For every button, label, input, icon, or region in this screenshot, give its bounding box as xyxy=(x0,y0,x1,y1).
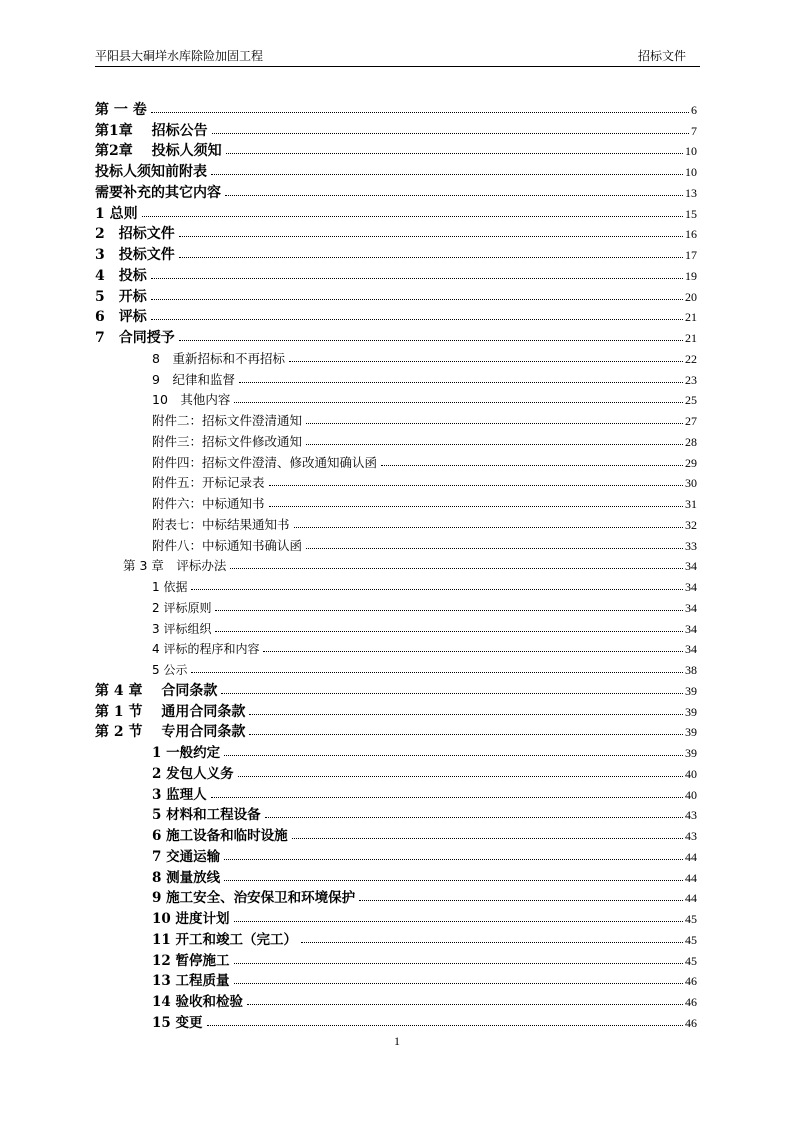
toc-entry[interactable] xyxy=(95,201,697,222)
dot-leader xyxy=(249,734,683,735)
toc-entry-title: 1 总则 xyxy=(95,205,138,222)
toc-entry-page: 45 xyxy=(685,953,697,968)
toc-entry-page: 34 xyxy=(685,642,697,657)
toc-entry[interactable] xyxy=(95,823,697,844)
dot-leader xyxy=(224,859,683,860)
dot-leader xyxy=(247,1004,683,1005)
toc-entry-page: 34 xyxy=(685,559,697,574)
toc-entry-page: 45 xyxy=(685,912,697,926)
toc-entry-page: 27 xyxy=(685,414,697,428)
dot-leader xyxy=(151,112,689,113)
toc-entry[interactable] xyxy=(95,886,697,907)
toc-entry[interactable] xyxy=(95,637,697,658)
header-project-title: 平阳县大硐垟水库除险加固工程 xyxy=(95,49,264,63)
toc-entry-page: 13 xyxy=(685,185,697,200)
toc-entry-title: 11 开工和竣工（完工） xyxy=(95,932,299,948)
toc-entry-page: 34 xyxy=(685,621,697,636)
toc-entry[interactable] xyxy=(95,180,697,201)
toc-entry[interactable] xyxy=(95,678,697,699)
toc-entry[interactable] xyxy=(95,242,697,263)
dot-leader xyxy=(381,465,683,466)
toc-entry-title: 3 评标组织 xyxy=(95,621,213,637)
toc-entry[interactable] xyxy=(95,595,697,616)
toc-entry-title: 3 监理人 xyxy=(95,787,209,803)
toc-entry[interactable] xyxy=(95,305,697,326)
dot-leader xyxy=(239,382,683,383)
toc-entry-page: 46 xyxy=(685,995,697,1009)
toc-entry-page: 39 xyxy=(685,683,697,698)
dot-leader xyxy=(151,319,683,320)
toc-entry-page: 46 xyxy=(685,1015,697,1030)
toc-entry-page: 19 xyxy=(685,268,697,283)
toc-entry[interactable] xyxy=(95,969,697,990)
dot-leader xyxy=(179,340,683,341)
toc-entry-title: 8 测量放线 xyxy=(95,870,222,886)
toc-entry[interactable] xyxy=(95,616,697,637)
page-header xyxy=(95,48,700,67)
toc-entry-page: 34 xyxy=(685,600,697,615)
toc-entry[interactable] xyxy=(95,533,697,554)
toc-entry[interactable] xyxy=(95,948,697,969)
toc-entry-title: 第 4 章 合同条款 xyxy=(95,682,218,699)
dot-leader xyxy=(215,631,683,632)
toc-entry-title: 8 重新招标和不再招标 xyxy=(95,351,287,367)
toc-entry[interactable] xyxy=(95,118,697,139)
toc-entry-title: 9 纪律和监督 xyxy=(95,372,237,388)
toc-entry[interactable] xyxy=(95,554,697,575)
dot-leader xyxy=(234,963,684,964)
toc-entry[interactable] xyxy=(95,159,697,180)
dot-leader xyxy=(301,942,683,943)
toc-entry-page: 43 xyxy=(685,829,697,843)
toc-entry-page: 21 xyxy=(685,310,697,325)
toc-entry-page: 44 xyxy=(685,891,697,906)
toc-entry-page: 32 xyxy=(685,517,697,532)
toc-entry-title: 需要补充的其它内容 xyxy=(95,184,221,201)
dot-leader xyxy=(234,983,684,984)
toc-entry[interactable] xyxy=(95,346,697,367)
table-of-contents xyxy=(95,97,697,1031)
dot-leader xyxy=(207,1025,684,1026)
dot-leader xyxy=(230,568,683,569)
dot-leader xyxy=(234,402,683,403)
toc-entry-title: 第 一 卷 xyxy=(95,101,147,118)
toc-entry[interactable] xyxy=(95,1010,697,1031)
toc-entry-title: 12 暂停施工 xyxy=(95,953,232,969)
toc-entry[interactable] xyxy=(95,325,697,346)
dot-leader xyxy=(225,195,683,196)
header-doc-type: 招标文件 xyxy=(637,49,686,63)
dot-leader xyxy=(292,838,683,839)
toc-entry-page: 10 xyxy=(685,144,697,159)
toc-entry-title: 第 1 节 通用合同条款 xyxy=(95,703,246,720)
toc-entry-title: 附表七：中标结果通知书 xyxy=(95,517,292,533)
toc-entry-page: 39 xyxy=(685,746,697,760)
toc-entry-title: 9 施工安全、治安保卫和环境保护 xyxy=(95,890,357,906)
toc-entry-title: 14 验收和检验 xyxy=(95,994,245,1010)
toc-entry-page: 17 xyxy=(685,248,697,262)
dot-leader xyxy=(179,257,683,258)
toc-entry-page: 10 xyxy=(685,165,697,179)
toc-entry-page: 30 xyxy=(685,476,697,491)
toc-entry[interactable] xyxy=(95,657,697,678)
toc-entry[interactable] xyxy=(95,989,697,1010)
toc-entry-page: 21 xyxy=(685,331,697,345)
toc-entry[interactable] xyxy=(95,512,697,533)
dot-leader xyxy=(224,755,683,756)
dot-leader xyxy=(224,880,683,881)
toc-entry[interactable] xyxy=(95,408,697,429)
toc-entry-page: 44 xyxy=(685,849,697,864)
toc-entry[interactable] xyxy=(95,574,697,595)
toc-entry[interactable] xyxy=(95,222,697,243)
toc-entry[interactable] xyxy=(95,450,697,471)
toc-entry-title: 5 开标 xyxy=(95,288,147,305)
dot-leader xyxy=(151,299,683,300)
toc-entry[interactable] xyxy=(95,865,697,886)
toc-entry-title: 6 评标 xyxy=(95,309,147,326)
toc-entry-page: 25 xyxy=(685,393,697,408)
toc-entry[interactable] xyxy=(95,782,697,803)
toc-entry[interactable] xyxy=(95,263,697,284)
toc-entry-title: 7 合同授予 xyxy=(95,330,175,346)
dot-leader xyxy=(306,423,683,424)
dot-leader xyxy=(151,278,683,279)
dot-leader xyxy=(269,485,683,486)
toc-entry-title: 附件五：开标记录表 xyxy=(95,475,267,491)
toc-entry-page: 40 xyxy=(685,787,697,802)
toc-entry-page: 39 xyxy=(685,704,697,719)
toc-entry-title: 10 其他内容 xyxy=(95,392,232,408)
toc-entry-title: 1 一般约定 xyxy=(95,745,222,761)
toc-entry-title: 7 交通运输 xyxy=(95,849,222,865)
toc-entry-title: 5 材料和工程设备 xyxy=(95,807,263,823)
toc-entry[interactable] xyxy=(95,429,697,450)
dot-leader xyxy=(234,921,684,922)
toc-entry-page: 31 xyxy=(685,497,697,511)
dot-leader xyxy=(306,548,683,549)
toc-entry-page: 40 xyxy=(685,766,697,781)
toc-entry-title: 15 变更 xyxy=(95,1015,205,1031)
dot-leader xyxy=(191,672,683,673)
toc-entry-title: 2 评标原则 xyxy=(95,600,213,616)
toc-entry-page: 28 xyxy=(685,434,697,449)
toc-entry[interactable] xyxy=(95,699,697,720)
dot-leader xyxy=(221,693,683,694)
toc-entry-title: 投标人须知前附表 xyxy=(95,164,207,180)
dot-leader xyxy=(142,216,683,217)
toc-entry[interactable] xyxy=(95,367,697,388)
toc-entry[interactable] xyxy=(95,284,697,305)
toc-entry[interactable] xyxy=(95,927,697,948)
dot-leader xyxy=(238,776,683,777)
dot-leader xyxy=(289,361,683,362)
toc-entry-title: 第 2 节 专用合同条款 xyxy=(95,724,246,741)
dot-leader xyxy=(215,610,683,611)
toc-entry-page: 34 xyxy=(685,580,697,594)
toc-entry-title: 1 依据 xyxy=(95,579,189,595)
toc-entry-page: 44 xyxy=(685,870,697,885)
dot-leader xyxy=(211,174,683,175)
toc-entry[interactable] xyxy=(95,139,697,160)
dot-leader xyxy=(212,133,689,134)
toc-entry-page: 29 xyxy=(685,455,697,470)
dot-leader xyxy=(359,900,683,901)
toc-entry-title: 5 公示 xyxy=(95,662,189,678)
toc-entry-page: 23 xyxy=(685,372,697,387)
dot-leader xyxy=(269,506,683,507)
toc-entry-title: 2 招标文件 xyxy=(95,226,175,243)
toc-entry-title: 6 施工设备和临时设施 xyxy=(95,828,290,844)
toc-entry[interactable] xyxy=(95,388,697,409)
toc-entry-page: 39 xyxy=(685,725,697,740)
toc-entry-title: 4 评标的程序和内容 xyxy=(95,641,261,657)
toc-entry-page: 45 xyxy=(685,932,697,947)
dot-leader xyxy=(191,589,683,590)
dot-leader xyxy=(226,153,683,154)
toc-entry-page: 20 xyxy=(685,289,697,304)
toc-entry-page: 46 xyxy=(685,974,697,989)
toc-entry[interactable] xyxy=(95,471,697,492)
toc-entry-title: 4 投标 xyxy=(95,267,147,284)
toc-entry-page: 16 xyxy=(685,227,697,242)
toc-entry-title: 附件六：中标通知书 xyxy=(95,496,267,512)
toc-entry-page: 22 xyxy=(685,351,697,366)
toc-entry-page: 38 xyxy=(685,663,697,677)
toc-entry[interactable] xyxy=(95,491,697,512)
toc-entry-title: 附件八：中标通知书确认函 xyxy=(95,538,304,554)
toc-entry-page: 7 xyxy=(691,123,697,138)
dot-leader xyxy=(179,236,683,237)
toc-entry[interactable] xyxy=(95,803,697,824)
toc-entry-page: 43 xyxy=(685,808,697,823)
toc-entry[interactable] xyxy=(95,740,697,761)
toc-entry-title: 附件四：招标文件澄清、修改通知确认函 xyxy=(95,455,379,471)
toc-entry-title: 附件三：招标文件修改通知 xyxy=(95,434,304,450)
toc-entry-title: 2 发包人义务 xyxy=(95,766,236,782)
toc-entry-title: 3 投标文件 xyxy=(95,247,175,263)
toc-entry-title: 10 进度计划 xyxy=(95,911,232,927)
toc-entry-title: 13 工程质量 xyxy=(95,973,232,989)
dot-leader xyxy=(249,714,683,715)
toc-entry-title: 附件二：招标文件澄清通知 xyxy=(95,413,304,429)
toc-entry[interactable] xyxy=(95,761,697,782)
toc-entry-page: 15 xyxy=(685,206,697,221)
toc-entry[interactable] xyxy=(95,97,697,118)
page-number: 1 xyxy=(394,1034,400,1048)
toc-entry-page: 33 xyxy=(685,538,697,553)
dot-leader xyxy=(265,817,683,818)
dot-leader xyxy=(294,527,683,528)
toc-entry-page: 6 xyxy=(691,102,697,117)
toc-entry-title: 第 3 章 评标办法 xyxy=(95,558,228,574)
toc-entry[interactable] xyxy=(95,844,697,865)
toc-entry[interactable] xyxy=(95,720,697,741)
toc-entry[interactable] xyxy=(95,906,697,927)
toc-entry-title: 第1章 招标公告 xyxy=(95,122,208,139)
dot-leader xyxy=(211,797,683,798)
toc-entry-title: 第2章 投标人须知 xyxy=(95,143,222,160)
dot-leader xyxy=(263,651,683,652)
dot-leader xyxy=(306,444,683,445)
